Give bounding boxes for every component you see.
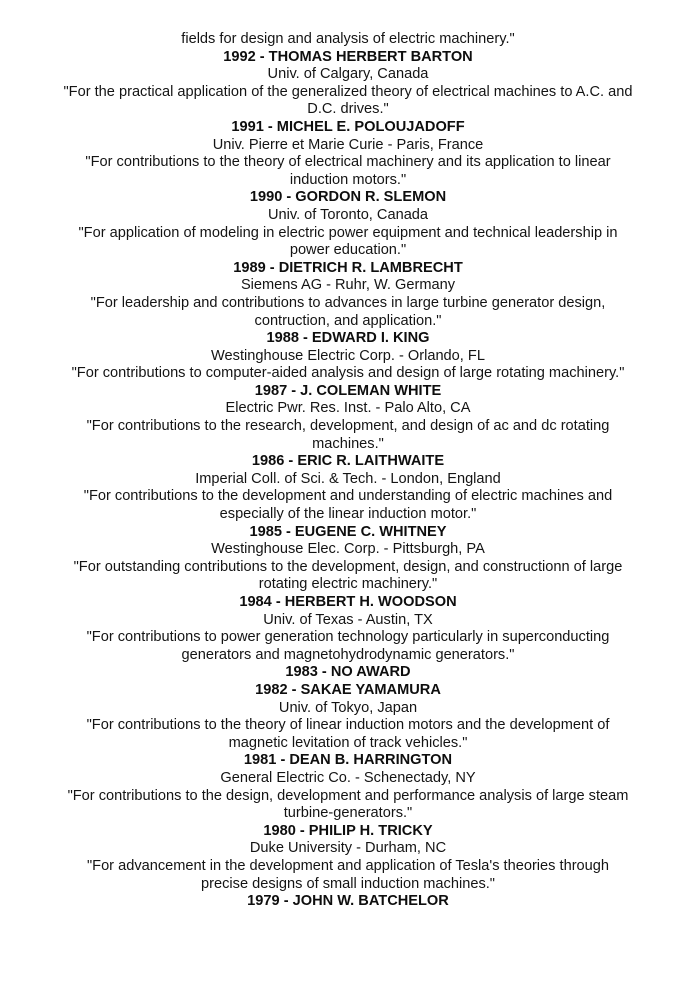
entry-affiliation: General Electric Co. - Schenectady, NY — [220, 769, 476, 786]
entry-heading: 1982 - SAKAE YAMAMURA — [255, 681, 441, 698]
award-entry — [0, 682, 696, 752]
award-entry — [0, 453, 696, 523]
award-entry — [0, 330, 696, 383]
award-entry — [0, 893, 696, 911]
entry-citation-line: generators and magnetohydrodynamic generators." — [181, 646, 515, 663]
entry-affiliation: Univ. Pierre et Marie Curie - Paris, France — [212, 136, 484, 153]
entry-affiliation: Univ. of Tokyo, Japan — [278, 699, 418, 716]
entry-citation-line: rotating electric machinery." — [258, 576, 438, 593]
award-recipients-list — [0, 31, 696, 911]
award-entry — [0, 119, 696, 189]
entries-container — [0, 49, 696, 911]
entry-citation-line: especially of the linear induction motor." — [219, 506, 477, 523]
entry-citation-line: "For the practical application of the generalized theory of electrical machines to A.C. and — [63, 83, 633, 100]
entry-affiliation: Siemens AG - Ruhr, W. Germany — [240, 277, 456, 294]
entry-affiliation: Duke University - Durham, NC — [249, 840, 447, 857]
entry-citation-line: "For contributions to computer-aided analysis and design of large rotating machinery." — [71, 365, 625, 382]
entry-heading: 1991 - MICHEL E. POLOUJADOFF — [231, 118, 465, 135]
entry-affiliation: Univ. of Toronto, Canada — [267, 206, 429, 223]
entry-heading: 1986 - ERIC R. LAITHWAITE — [251, 453, 445, 470]
entry-affiliation: Westinghouse Elec. Corp. - Pittsburgh, PA — [211, 541, 485, 558]
entry-heading: 1983 - NO AWARD — [285, 664, 411, 681]
entry-citation-line: "For application of modeling in electric power equipment and technical leadership in — [78, 224, 618, 241]
award-entry — [0, 823, 696, 893]
award-entry — [0, 752, 696, 822]
entry-heading: 1979 - JOHN W. BATCHELOR — [247, 893, 449, 910]
entry-citation-line: "For outstanding contributions to the development, design, and constructionn of large — [73, 558, 623, 575]
award-entry — [0, 49, 696, 119]
entry-heading: 1985 - EUGENE C. WHITNEY — [249, 523, 447, 540]
entry-affiliation: Westinghouse Electric Corp. - Orlando, FL — [211, 347, 485, 364]
entry-citation-line: "For advancement in the development and application of Tesla's theories through — [86, 857, 610, 874]
entry-citation-line: contruction, and application." — [254, 312, 442, 329]
entry-citation-line: "For contributions to the design, development and performance analysis of large steam — [67, 787, 629, 804]
entry-citation-line: "For contributions to the theory of electrical machinery and its application to linear — [85, 154, 611, 171]
award-entry — [0, 260, 696, 330]
entry-citation-line: precise designs of small induction machines." — [201, 875, 495, 892]
entry-citation-line: D.C. drives." — [307, 101, 389, 118]
entry-citation-line: machines." — [312, 435, 384, 452]
entry-citation-line: "For contributions to power generation technology particularly in superconducting — [86, 629, 610, 646]
award-entry — [0, 524, 696, 594]
entry-affiliation: Univ. of Calgary, Canada — [267, 66, 429, 83]
entry-citation-line: "For contributions to the research, development, and design of ac and dc rotating — [86, 418, 610, 435]
entry-heading: 1988 - EDWARD I. KING — [266, 330, 430, 347]
award-entry — [0, 664, 696, 682]
entry-heading: 1984 - HERBERT H. WOODSON — [239, 594, 457, 610]
entry-citation-line: power education." — [289, 242, 407, 259]
entry-citation-line: "For contributions to the theory of linear induction motors and the development of — [86, 717, 610, 734]
entry-citation-line: induction motors." — [289, 171, 407, 188]
entry-affiliation: Electric Pwr. Res. Inst. - Palo Alto, CA — [225, 400, 471, 417]
award-entry — [0, 594, 696, 664]
award-entry — [0, 383, 696, 453]
entry-heading: 1990 - GORDON R. SLEMON — [249, 189, 447, 206]
entry-affiliation: Imperial Coll. of Sci. & Tech. - London, England — [195, 470, 501, 487]
entry-heading: 1992 - THOMAS HERBERT BARTON — [223, 48, 473, 65]
award-entry — [0, 189, 696, 259]
entry-heading: 1981 - DEAN B. HARRINGTON — [243, 752, 453, 769]
entry-citation-line: "For leadership and contributions to advances in large turbine generator design, — [90, 294, 606, 311]
entry-citation-line: turbine-generators." — [283, 805, 413, 822]
entry-heading: 1980 - PHILIP H. TRICKY — [263, 822, 433, 839]
entry-citation-line: magnetic levitation of track vehicles." — [228, 734, 468, 751]
entry-heading: 1989 - DIETRICH R. LAMBRECHT — [233, 259, 463, 276]
entry-affiliation: Univ. of Texas - Austin, TX — [263, 611, 433, 628]
entry-heading: 1987 - J. COLEMAN WHITE — [254, 382, 442, 399]
entry-citation-line: "For contributions to the development and understanding of electric machines and — [83, 488, 613, 505]
lead-text-line: fields for design and analysis of electric machinery." — [181, 31, 515, 47]
